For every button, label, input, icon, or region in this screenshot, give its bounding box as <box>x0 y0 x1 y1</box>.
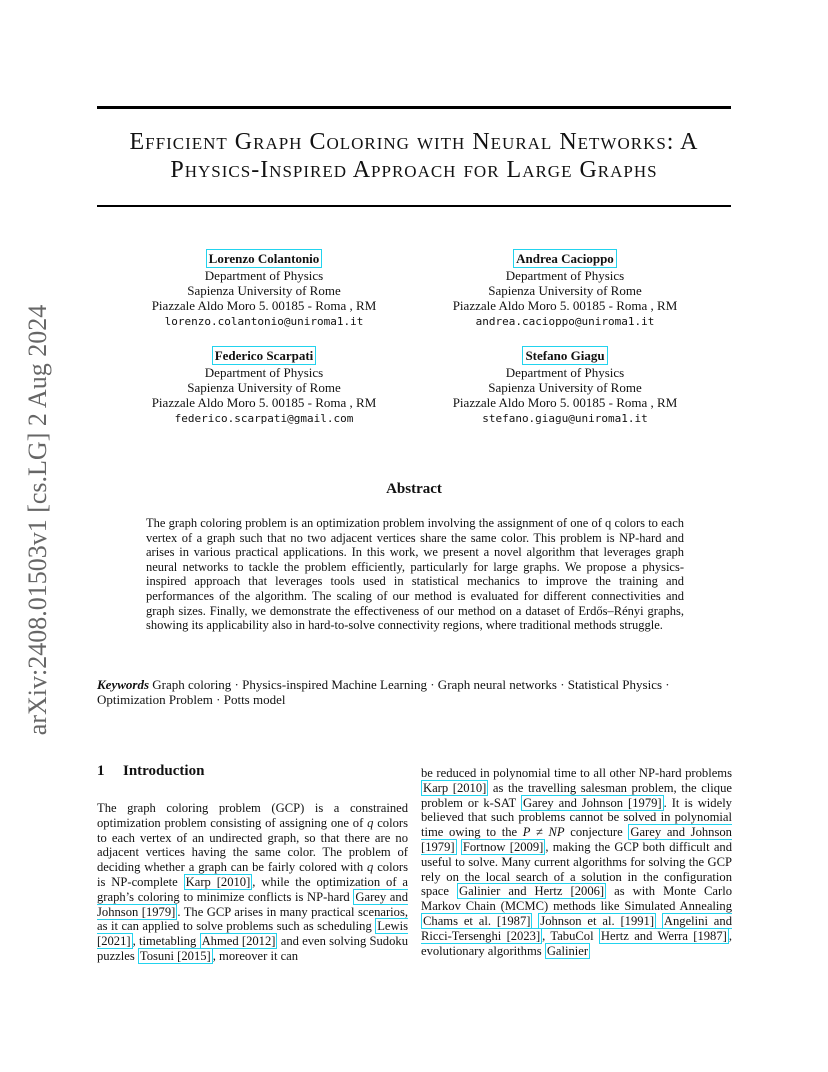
text-run: , TabuCol <box>542 928 599 943</box>
author-block-3 <box>114 346 414 426</box>
text-run: , moreover it can <box>212 948 299 963</box>
title-line-1: Efficient Graph Coloring with Neural Networks: A <box>129 129 699 155</box>
text-run: conjecture <box>564 825 629 840</box>
text-run: as the travelling salesman problem, the clique problem or k-SAT <box>421 780 732 810</box>
keywords-label: Keywords <box>97 677 149 692</box>
author-name[interactable]: Andrea Cacioppo <box>513 249 617 268</box>
author-address: Piazzale Aldo Moro 5. 00185 - Roma , RM <box>151 298 377 313</box>
citation-link[interactable]: Fortnow [2009] <box>462 839 544 854</box>
title-bottom-rule <box>97 205 731 207</box>
citation-link[interactable]: Karp [2010] <box>423 780 487 795</box>
text-run: , timetabling <box>132 934 200 949</box>
author-block-2 <box>415 249 715 329</box>
abstract-heading: Abstract <box>386 481 442 497</box>
author-univ: Sapienza University of Rome <box>187 283 341 298</box>
citation-link[interactable]: Hertz and Werra [1987] <box>600 928 727 943</box>
author-univ: Sapienza University of Rome <box>488 380 642 395</box>
citation-link[interactable]: Galinier <box>546 943 589 958</box>
math-q: q <box>367 815 374 830</box>
text-run: , while the optimization of a graph’s coloring to minimize conflicts is NP-hard <box>97 874 409 904</box>
text-run: The graph coloring problem (GCP) is a constrained optimization problem consisting of assigning one of <box>97 801 408 830</box>
citation-link[interactable]: Garey and Johnson [1979] <box>522 795 662 810</box>
author-email: stefano.giagu@uniroma1.it <box>482 412 648 425</box>
abstract-text: The graph coloring problem is an optimization problem involving the assignment of one of q colors to each vertex of a graph such that no two adjacent vertices share the same color. This problem is NP-hard and arises in various practical applications. In this work, we present a novel algorithm that leverages graph neural networks to tackle the problem efficiently, particularly for large graphs. We propose a physics-inspired approach that leverages tools used in statistical mechanics to improve the training and performances of the algorithm. The scaling of our method is evaluated for different connectivities and graph sizes. Finally, we demonstrate the effectiveness of our method on a dataset of Erdős–Rényi graphs, showing its applicability also in hard-to-solve connectivity regions, where traditional methods struggle. <box>146 516 684 633</box>
section-number: 1 <box>97 763 105 779</box>
author-dept: Department of Physics <box>505 365 625 380</box>
citation-link[interactable]: Ahmed [2012] <box>201 934 276 949</box>
author-dept: Department of Physics <box>505 268 625 283</box>
author-block-4 <box>415 346 715 426</box>
paper-title <box>97 128 731 184</box>
author-name[interactable]: Federico Scarpati <box>212 346 317 365</box>
citation-link[interactable]: Chams et al. [1987] <box>423 913 531 928</box>
author-address: Piazzale Aldo Moro 5. 00185 - Roma , RM <box>452 395 678 410</box>
section-heading <box>97 763 397 780</box>
top-rule <box>97 106 731 109</box>
citation-link[interactable]: Karp [2010] <box>185 874 251 889</box>
author-address: Piazzale Aldo Moro 5. 00185 - Roma , RM <box>151 395 377 410</box>
citation-link[interactable]: Galinier and Hertz [2006] <box>459 884 605 899</box>
citation-link[interactable]: Garey and Johnson [1979] <box>97 889 408 919</box>
author-email: federico.scarpati@gmail.com <box>174 412 354 425</box>
text-run: , making the GCP both difficult and useful to solve. Many current algorithms for solving the GCP rely on the local search of a solution in the configuration space <box>421 839 732 899</box>
keywords-text: Graph coloring · Physics-inspired Machine Learning · Graph neural networks · Statistical Physics · Optimization Problem · Potts model <box>97 677 670 707</box>
author-univ: Sapienza University of Rome <box>488 283 642 298</box>
author-address: Piazzale Aldo Moro 5. 00185 - Roma , RM <box>452 298 678 313</box>
text-run: and even solving Sudoku puzzles <box>97 934 408 963</box>
text-run <box>656 914 662 928</box>
author-name[interactable]: Lorenzo Colantonio <box>206 249 323 268</box>
text-run: , evolutionary algorithms <box>421 928 732 958</box>
author-name[interactable]: Stefano Giagu <box>522 346 607 365</box>
citation-link[interactable]: Tosuni [2015] <box>139 948 211 963</box>
text-run: be reduced in polynomial time to all other NP-hard problems <box>421 766 732 780</box>
author-dept: Department of Physics <box>204 365 324 380</box>
title-line-2: Physics-Inspired Approach for Large Graphs <box>170 157 658 183</box>
text-run: colors to each vertex of an undirected graph, so that there are no adjacent vertices having the same color. The problem of deciding whether a graph can be fairly colored with <box>97 815 408 875</box>
citation-link[interactable]: Garey and Johnson [1979] <box>421 825 732 854</box>
author-univ: Sapienza University of Rome <box>187 380 341 395</box>
math-q: q <box>367 860 374 875</box>
math-p-neq-np: P ≠ NP <box>522 825 565 840</box>
text-run: colors is NP-complete <box>97 860 408 889</box>
citation-link[interactable]: Johnson et al. [1991] <box>540 913 655 928</box>
arxiv-stamp: arXiv:2408.01503v1 [cs.LG] 2 Aug 2024 <box>23 304 52 736</box>
text-run: . It is widely believed that such problems cannot be solved in polynomial time owing to the <box>421 795 732 840</box>
author-block-1 <box>114 249 414 329</box>
text-run: as with Monte Carlo Markov Chain (MCMC) methods like Simulated Annealing <box>421 884 732 914</box>
left-column <box>97 801 408 964</box>
keywords <box>97 677 731 707</box>
author-email: andrea.cacioppo@uniroma1.it <box>475 315 655 328</box>
section-title: Introduction <box>123 763 205 779</box>
author-email: lorenzo.colantonio@uniroma1.it <box>164 315 364 328</box>
citation-link[interactable]: Angelini and Ricci-Tersenghi [2023] <box>421 913 732 943</box>
right-column <box>421 766 732 958</box>
author-dept: Department of Physics <box>204 268 324 283</box>
text-run: . The GCP arises in many practical scenarios, as it can applied to solve problems such as scheduling <box>97 904 408 934</box>
citation-link[interactable]: Lewis [2021] <box>97 919 408 949</box>
